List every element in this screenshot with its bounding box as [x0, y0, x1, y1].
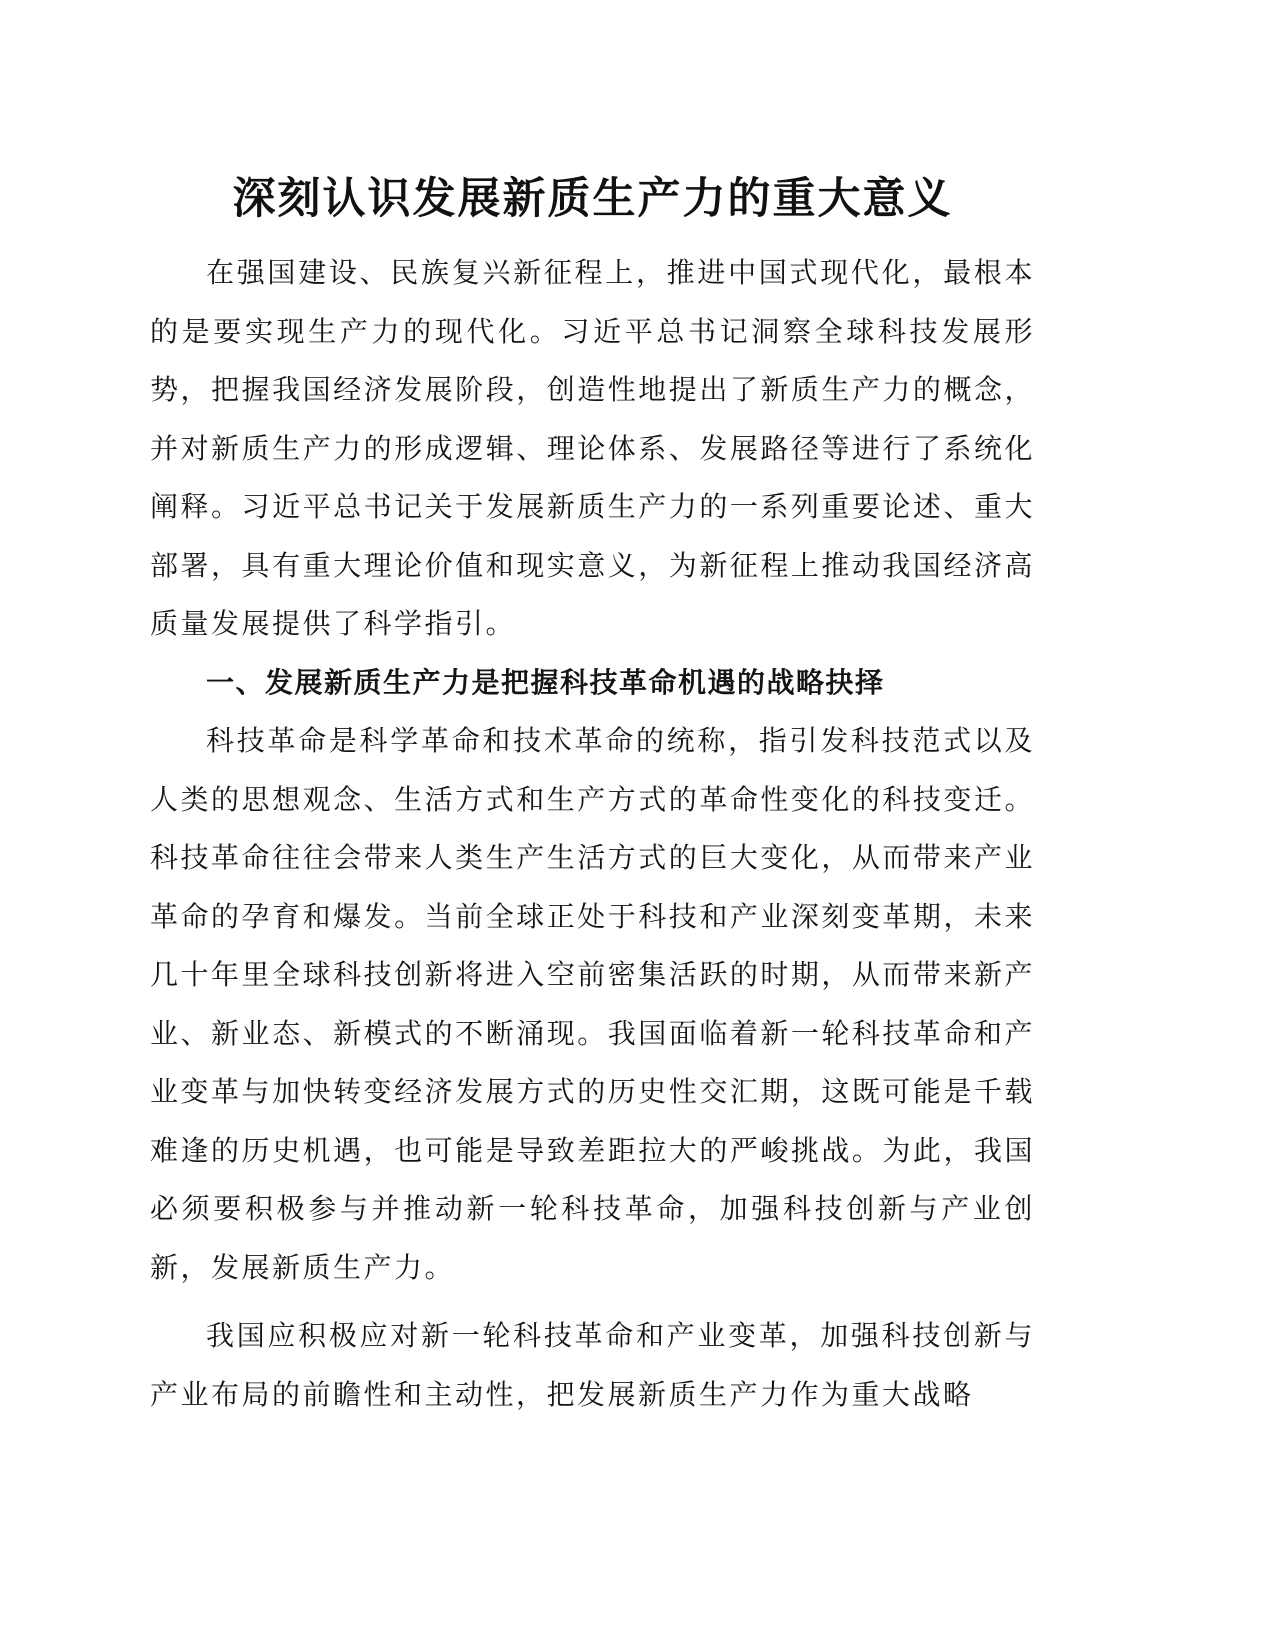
section-1-paragraph-1: 科技革命是科学革命和技术革命的统称，指引发科技范式以及人类的思想观念、生活方式和生产方式的革命性变化的科技变迁。科技革命往往会带来人类生产生活方式的巨大变化，从而带来产业革命的孕育和爆发。当前全球正处于科技和产业深刻变革期，未来几十年里全球科技创新将进入空前密集活跃的时期，从而带来新产业、新业态、新模式的不断涌现。我国面临着新一轮科技革命和产业变革与加快转变经济发展方式的历史性交汇期，这既可能是千载难逢的历史机遇，也可能是导致差距拉大的严峻挑战。为此，我国必须要积极参与并推动新一轮科技革命，加强科技创新与产业创新，发展新质生产力。 — [150, 724, 1035, 1284]
document-body — [150, 165, 1035, 1424]
intro-paragraph: 在强国建设、民族复兴新征程上，推进中国式现代化，最根本的是要实现生产力的现代化。习近平总书记洞察全球科技发展形势，把握我国经济发展阶段，创造性地提出了新质生产力的概念，并对新质生产力的形成逻辑、理论体系、发展路径等进行了系统化阐释。习近平总书记关于发展新质生产力的一系列重要论述、重大部署，具有重大理论价值和现实意义，为新征程上推动我国经济高质量发展提供了科学指引。 — [150, 256, 1035, 640]
document-title: 深刻认识发展新质生产力的重大意义 — [232, 174, 953, 224]
section-1-paragraph-2: 我国应积极应对新一轮科技革命和产业变革，加强科技创新与产业布局的前瞻性和主动性，把发展新质生产力作为重大战略 — [150, 1319, 1035, 1411]
section-1-heading: 一、发展新质生产力是把握科技革命机遇的战略抉择 — [206, 665, 885, 699]
